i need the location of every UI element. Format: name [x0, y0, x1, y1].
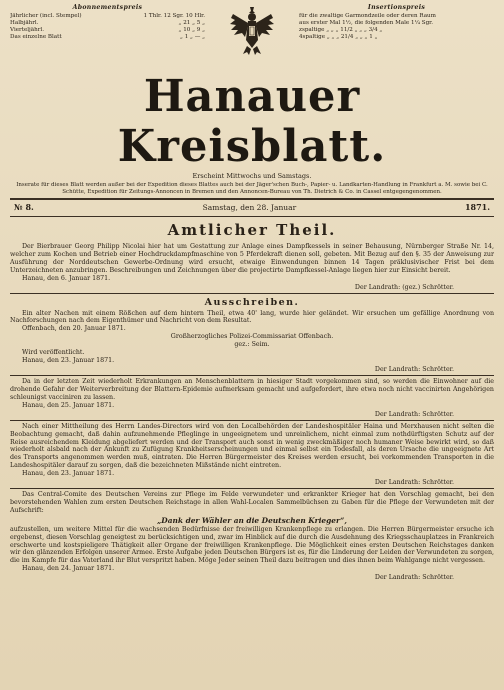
- issue-number: № 8.: [14, 202, 34, 212]
- insertion-line: aus erster Mal 1½, die folgenden Male 1¼ Sgr.: [299, 20, 434, 26]
- subscription-row: Vierteljährl. „ 10 „ 9 „: [10, 27, 205, 33]
- insertion-line: 4spaltige „ „ „ 21/4 „ „ „ 1 „: [299, 34, 378, 40]
- insertion-line: zspaltige „ „ „ 11/2 „ „ „ 3/4 „: [299, 27, 383, 33]
- place-date: Hanau, den 23. Januar 1871.: [22, 357, 115, 365]
- subscription-row: Halbjährl. „ 21 „ 5 „: [10, 20, 205, 26]
- notice-text: Nach einer Mittheilung des Herrn Landes-Directors wird von den Localbehörden der Landeshospitäler Haina und Merxhausen nicht selten die Beobachtung gemacht, daß dahin aufzunehmende Pfleglinge in ungeeignetem und unreinlichem, nicht einmal zum nothdürftigsten Schutz auf der Reise ausreichendem Kleidung abgeliefert werden und der Transport auch sonst in wenig zweckmäßiger noch humaner Weise bewirkt wird, so daß wiederholt alsbald nach der Ankunft zu Zufügung Krankheitserscheinungen und einmal selbst ein Todesfall, als deren Ursache die ungeeignete Art des Transports angenommen werden muß, eintraten. Die Herren Bürgermeister des Kreises werden ersucht, bei vorkommenden Transporten in die Landeshospitäler darauf zu sorgen, daß die bezeichneten Mißstände nicht eintreten.: [10, 422, 494, 470]
- header-top: [10, 4, 494, 62]
- divider: [10, 216, 494, 217]
- notice-text: Der Bierbrauer Georg Philipp Nicolai hier hat um Gestattung zur Anlage eines Dampfkessels in seiner Behausung, Nürnberger Straße Nr. 14, welcher zum Kochen und Betrieb einer Hochdruckdampfmaschine von 5 Pferdekraft dienen soll, gebeten. Mit Bezug auf den §. 35 der Anweisung zur Ausführung der Norddeutschen Gewerbe-Ordnung wird ersucht, etwaige Einwendungen binnen 14 Tagen präklusivischer Frist bei dem Unterzeichneten anzubringen. Beschreibungen und Zeichnungen über die projectirte Dampfkessel-Anlage liegen hier zur Einsicht bereit.: [10, 243, 494, 274]
- subscription-row: Jährlicher (incl. Stempel) 1 Thlr. 12 Sgr. 10 Hlr.: [10, 13, 205, 19]
- place-date: Hanau, den 6. Januar 1871.: [22, 274, 111, 282]
- section-title: Amtlicher Theil.: [167, 221, 337, 239]
- issue-year: 1871.: [464, 202, 490, 212]
- issue-line: [10, 200, 494, 214]
- signature: Der Landrath: Schrötter.: [374, 410, 454, 418]
- slogan: „Dank der Wähler an die Deutschen Krieger“,: [157, 515, 347, 525]
- publication-note: Wird veröffentlicht.: [22, 349, 85, 357]
- divider: [10, 488, 494, 489]
- notice-block-smallpox: [10, 378, 494, 418]
- place-date: Offenbach, den 20. Januar 1871.: [22, 325, 126, 333]
- signature: Der Landrath: (gez.) Schrötter.: [354, 283, 454, 291]
- divider: [10, 293, 494, 294]
- issuing-office: Großherzogliches Polizei-Commissariat Offenbach.: [170, 333, 334, 341]
- notice-block-steam-boiler: [10, 243, 494, 291]
- signature: Der Landrath: Schrötter.: [374, 366, 454, 374]
- signature: Der Landrath: Schrötter.: [374, 479, 454, 487]
- subscription-row: Das einzelne Blatt „ 1 „ — „: [10, 34, 205, 40]
- notice-text: Das Central-Comite des Deutschen Vereins zur Pflege im Felde verwundeter und erkrankter Krieger hat den Vorschlag gemacht, bei den bevorstehenden Wahlen zum ersten Deutschen Reichstage in allen Wahl-Localen Sammelbüchsen zu Gaben für die Pflege der Verwundeten mit der Aufschrift:: [10, 491, 494, 514]
- insertion-line: für die zwaltige Garmondzeile oder deren Raum: [299, 13, 436, 19]
- place-date: Hanau, den 24. Januar 1871.: [22, 565, 115, 573]
- insertion-box: [299, 4, 494, 62]
- subscription-box: [10, 4, 205, 62]
- notice-block-collection: [10, 491, 494, 581]
- masthead-title: Hanauer Kreisblatt.: [117, 71, 387, 172]
- notice-block-ausschreiben: [10, 297, 494, 374]
- subscription-title: Abonnementspreis: [72, 4, 143, 11]
- divider: [10, 420, 494, 421]
- notice-block-hospitals: [10, 423, 494, 486]
- signature: Der Landrath: Schrötter.: [374, 574, 454, 582]
- place-date: Hanau, den 23. Januar 1871.: [22, 470, 115, 478]
- place-date: Hanau, den 25. Januar 1871.: [22, 401, 115, 409]
- advertising-notice: Inserate für dieses Blatt werden außer bei der Expedition dieses Blattes auch bei der Jäger'schen Buch-, Papier- u. Landkarten-Handlung in Frankfurt a. M. sowie bei C. Schütte, Expedition für Zeitungs-Annoncen in Bremen und den Annoncen-Bureau von Th. Dietrich & Co. in Cassel entgegengenommen.: [16, 182, 488, 195]
- notice-heading: Ausschreiben.: [204, 296, 300, 308]
- notice-text: Ein alter Nachen mit einem Rößchen auf dem hintern Theil, etwa 40' lang, wurde hier geländet. Wir ersuchen um gefällige Anordnung von Nachforschungen nach dem Eigenthümer und Nachricht von dem Resultat.: [10, 309, 494, 325]
- insertion-title: Insertionspreis: [367, 4, 426, 11]
- schedule-line: Erscheint Mittwochs und Samstags.: [192, 172, 312, 180]
- signed-by: gez.: Seim.: [234, 341, 270, 349]
- issue-date: Samstag, den 28. Januar: [202, 203, 297, 212]
- eagle-crest-icon: [227, 4, 277, 60]
- notice-text: Da in der letzten Zeit wiederholt Erkrankungen an Menschenblattern in hiesiger Stadt vorgekommen sind, so werden die Einwohner auf die drohende Gefahr der Weiterverbreitung der Blattern-Epidemie aufmerksam gemacht und aufgefordert, ihre etwa noch nicht vaccinirten Angehörigen schleunigst vacciniren zu lassen.: [10, 378, 494, 401]
- divider: [10, 375, 494, 376]
- notice-text-continued: aufzustellen, um weitere Mittel für die wachsenden Bedürfnisse der freiwilligen Krankenpflege zu erlangen. Die Herren Bürgermeister ersuche ich ergebenst, diesen Vorschlag geneigtest zu berücksichtigen und, zwar im Hinblick auf die durch die Ausdehnung des Kriegsschauplatzes in Frankreich erschwerte und kostspieligere Thätigkeit aller Organe der freiwilligen Krankenpflege. Die Möglichkeit eines ersten Deutschen Reichstages danken wir den glänzenden Erfolgen unserer Armee. Erste Aufgabe jeden Deutschen Bürgers ist es, für die Linderung der Leiden der Verwundeten zu sorgen, die im Kampfe für das Vaterland ihr Blut verspritzt haben. Möge Jeder seinen Theil dazu beitragen und dies ihnen beim Wahlgange nicht vergessen.: [10, 525, 494, 565]
